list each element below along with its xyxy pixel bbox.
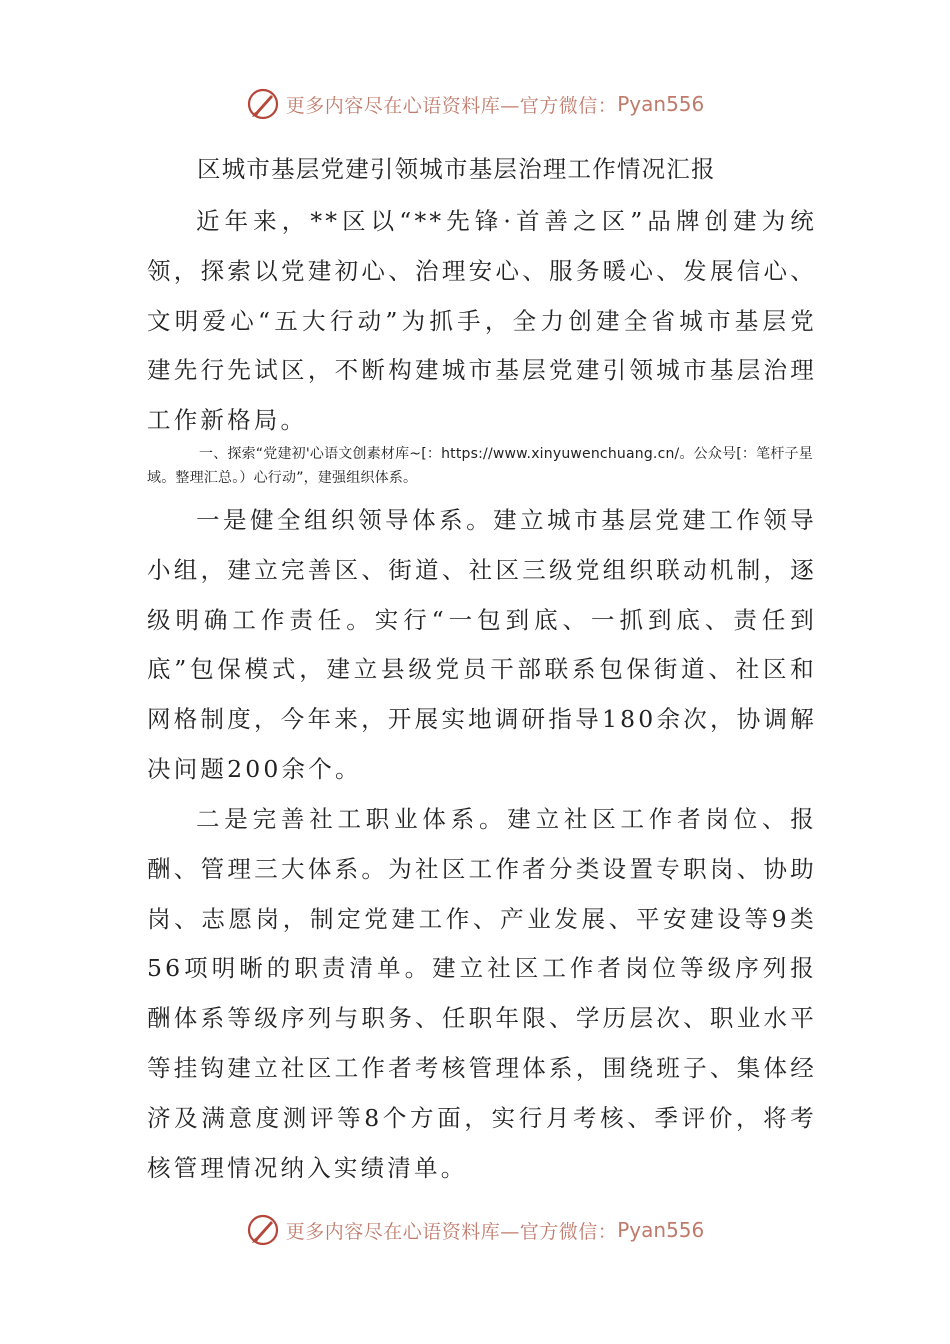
watermark-text: 更多内容尽在心语资料库—官方微信： [285, 1220, 618, 1243]
watermark-banner-top [0, 82, 950, 126]
intro-paragraph: 近年来，**区以“**先锋·首善之区”品牌创建为统领，探索以党建初心、治理安心、服务暖心、发展信心、文明爱心“五大行动”为抓手，全力创建全省城市基层党建先行先试区，不断构建城市基层党建引领城市基层治理工作新格局。 [147, 207, 817, 435]
watermark-text: 更多内容尽在心语资料库—官方微信： [285, 94, 618, 117]
body-paragraph-1: 一是健全组织领导体系。建立城市基层党建工作领导小组，建立完善区、街道、社区三级党组织联动机制，逐级明确工作责任。实行“一包到底、一抓到底、责任到底”包保模式，建立县级党员干部联系包保街道、社区和网格制度，今年来，开展实地调研指导180余次，协调解决问题200余个。 [147, 506, 817, 783]
quill-pen-logo-icon [246, 1213, 280, 1247]
section-heading: 一、探索“党建初'心语文创素材库~[：https://www.xinyuwenchuang.cn/。公众号[：笔杆子星域。整理汇总。）心行动”，建强组织体系。 [147, 446, 813, 486]
body-paragraph-2: 二是完善社工职业体系。建立社区工作者岗位、报酬、管理三大体系。为社区工作者分类设置专职岗、协助岗、志愿岗，制定党建工作、产业发展、平安建设等9类56项明晰的职责清单。建立社区工作者岗位等级序列报酬体系等级序列与职务、任职年限、学历层次、职业水平等挂钩建立社区工作者考核管理体系，围绕班子、集体经济及满意度测评等8个方面，实行月考核、季评价，将考核管理情况纳入实绩清单。 [147, 805, 817, 1182]
quill-pen-logo-icon [246, 87, 280, 121]
document-title: 区城市基层党建引领城市基层治理工作情况汇报 [197, 155, 716, 183]
watermark-wechat-id: Pyan556 [617, 92, 705, 116]
watermark-wechat-id: Pyan556 [617, 1218, 705, 1242]
watermark-banner-bottom [0, 1208, 950, 1252]
